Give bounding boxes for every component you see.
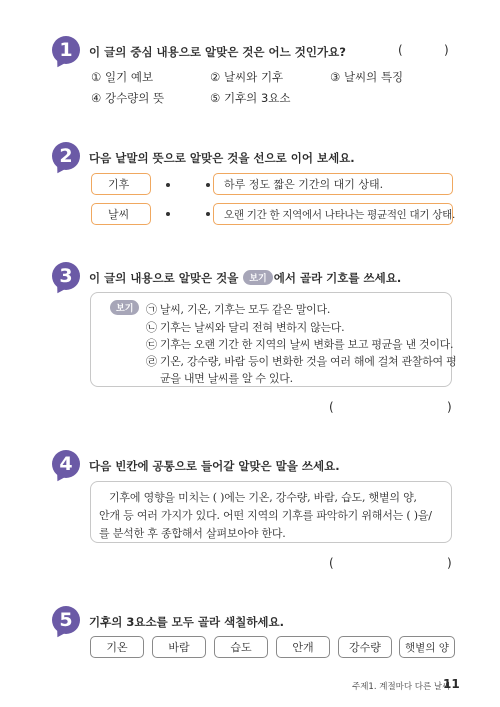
q4-answer-paren-open: ( [329, 556, 334, 570]
q2-word-dot-2[interactable] [166, 212, 170, 216]
q4-answer-paren-close: ) [447, 556, 452, 570]
question-1-text: 이 글의 중심 내용으로 알맞은 것은 어느 것인가요? [89, 45, 346, 59]
q1-option-3[interactable]: ③ 날씨의 특징 [330, 70, 404, 84]
q1-option-2[interactable]: ② 날씨와 기후 [210, 70, 284, 84]
q3-bogi-inline-tag: 보기 [243, 270, 272, 285]
q2-meaning-dot-1[interactable] [206, 183, 210, 187]
q2-word-weather[interactable] [91, 203, 151, 225]
question-number-text: 5 [59, 609, 73, 631]
q1-option-1[interactable]: ① 일기 예보 [91, 70, 154, 84]
q3-item-c: ㉢ 기후는 오랜 기간 한 지역의 날씨 변화를 보고 평균을 낸 것이다. [146, 338, 454, 351]
q2-meaning-dot-2[interactable] [206, 212, 210, 216]
q1-answer-paren-open: ( [398, 43, 403, 57]
q2-word-label: 기후 [108, 178, 130, 191]
q4-answer-blank[interactable] [336, 553, 444, 571]
q1-option-4[interactable]: ④ 강수량의 뜻 [91, 91, 165, 105]
q3-answer-paren-close: ) [447, 400, 452, 414]
q3-item-a: ㉠ 날씨, 기온, 기후는 모두 같은 말이다. [146, 303, 331, 316]
q5-choice-humidity[interactable]: 습도 [214, 636, 268, 658]
question-number-3 [52, 262, 80, 290]
q2-meaning-short-term[interactable] [213, 173, 453, 195]
q5-choice-fog[interactable]: 안개 [276, 636, 330, 658]
footer-topic: 주제1. 계절마다 다른 날씨 [352, 682, 451, 692]
q2-word-dot-1[interactable] [166, 183, 170, 187]
question-number-1 [52, 36, 80, 64]
q1-answer-blank[interactable] [405, 40, 442, 58]
question-number-text: 1 [59, 39, 73, 61]
question-number-text: 3 [59, 265, 73, 287]
question-number-text: 2 [59, 145, 73, 167]
q3-answer-blank[interactable] [336, 397, 444, 415]
q2-word-climate[interactable] [91, 173, 151, 195]
question-number-text: 4 [59, 453, 73, 475]
q5-choice-precipitation[interactable]: 강수량 [338, 636, 392, 658]
q1-answer-paren-close: ) [444, 43, 449, 57]
question-4-text: 다음 빈칸에 공통으로 들어갈 알맞은 말을 쓰세요. [89, 459, 340, 473]
q2-meaning-label: 하루 정도 짧은 기간의 대기 상태. [224, 178, 384, 191]
q3-question-pre: 이 글의 내용으로 알맞은 것을 [89, 271, 239, 285]
question-5-text: 기후의 3요소를 모두 골라 색칠하세요. [89, 615, 285, 629]
page-number: 11 [443, 677, 460, 691]
question-number-5 [52, 606, 80, 634]
q5-choice-temperature[interactable]: 기온 [90, 636, 144, 658]
question-2-text: 다음 낱말의 뜻으로 알맞은 것을 선으로 이어 보세요. [89, 151, 355, 165]
q3-item-b: ㉡ 기후는 날씨와 달리 전혀 변하지 않는다. [146, 321, 345, 334]
q3-bogi-label: 보기 [110, 300, 139, 315]
q3-item-d-cont: 균을 내면 날씨를 알 수 있다. [160, 372, 293, 385]
q5-choice-sunlight[interactable]: 햇볕의 양 [399, 636, 455, 658]
question-number-2 [52, 142, 80, 170]
question-3-text [89, 270, 401, 286]
q2-meaning-label: 오랜 기간 한 지역에서 나타나는 평균적인 대기 상태. [224, 208, 456, 221]
q2-word-label: 날씨 [108, 208, 130, 221]
question-number-4 [52, 450, 80, 478]
q3-question-post: 에서 골라 기호를 쓰세요. [273, 271, 402, 285]
q2-meaning-long-term[interactable] [213, 203, 456, 225]
q4-passage-line-3: 를 분석한 후 종합해서 살펴보아야 한다. [99, 527, 286, 540]
q4-passage-line-1: 기후에 영향을 미치는 ( )에는 기온, 강수량, 바람, 습도, 햇볕의 양, [109, 491, 417, 504]
q4-passage-line-2: 안개 등 여러 가지가 있다. 어떤 지역의 기후를 파악하기 위해서는 ( )을/ [99, 509, 432, 522]
q1-option-5[interactable]: ⑤ 기후의 3요소 [210, 91, 291, 105]
q3-answer-paren-open: ( [329, 400, 334, 414]
q5-choice-wind[interactable]: 바람 [152, 636, 206, 658]
q3-item-d: ㉣ 기온, 강수량, 바람 등이 변화한 것을 여러 해에 걸쳐 관찰하여 평 [146, 355, 457, 368]
